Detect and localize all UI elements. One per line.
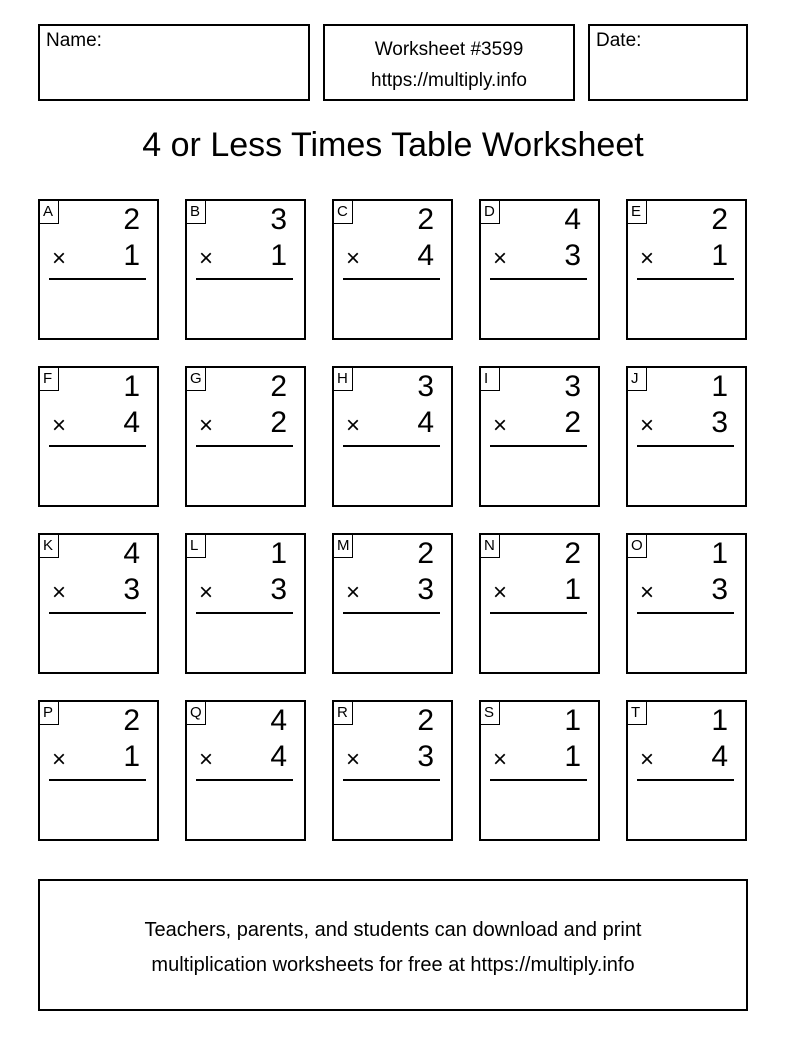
multiplicand: 1	[270, 537, 287, 570]
problem-card	[185, 700, 306, 841]
answer-space[interactable]	[490, 619, 587, 667]
problem-letter: Q	[186, 701, 206, 725]
problem-letter: G	[186, 367, 206, 391]
problem-letter: I	[480, 367, 500, 391]
problem-card	[479, 533, 600, 674]
problem-card	[332, 366, 453, 507]
problem-card	[332, 199, 453, 340]
multiplier: 4	[711, 740, 728, 773]
answer-rule	[49, 779, 146, 781]
problem-letter: M	[333, 534, 353, 558]
answer-rule	[490, 445, 587, 447]
multiplier: 3	[123, 573, 140, 606]
answer-space[interactable]	[196, 452, 293, 500]
multiplier: 3	[711, 573, 728, 606]
multiplicand: 2	[123, 203, 140, 236]
answer-space[interactable]	[343, 452, 440, 500]
answer-space[interactable]	[49, 619, 146, 667]
answer-rule	[637, 612, 734, 614]
problem-card	[38, 700, 159, 841]
multiplicand: 2	[417, 537, 434, 570]
answer-rule	[49, 445, 146, 447]
answer-rule	[343, 779, 440, 781]
multiplier: 3	[711, 406, 728, 439]
worksheet-url: https://multiply.info	[371, 70, 527, 91]
times-sign: ×	[640, 579, 655, 606]
problem-card	[626, 199, 747, 340]
multiplier: 4	[270, 740, 287, 773]
problem-card	[38, 199, 159, 340]
times-sign: ×	[52, 579, 67, 606]
times-sign: ×	[52, 746, 67, 773]
footer-line-1: Teachers, parents, and students can download and print	[144, 919, 642, 941]
multiplicand: 1	[123, 370, 140, 403]
answer-rule	[490, 278, 587, 280]
problem-letter: J	[627, 367, 647, 391]
footer-line-2: multiplication worksheets for free at https://multiply.info	[151, 954, 635, 976]
problem-letter: L	[186, 534, 206, 558]
problem-card	[332, 533, 453, 674]
multiplicand: 1	[564, 704, 581, 737]
times-sign: ×	[346, 412, 361, 439]
problem-letter: C	[333, 200, 353, 224]
problem-card	[38, 533, 159, 674]
problem-letter: S	[480, 701, 500, 725]
answer-rule	[637, 278, 734, 280]
answer-space[interactable]	[490, 452, 587, 500]
answer-space[interactable]	[343, 619, 440, 667]
times-sign: ×	[346, 245, 361, 272]
problem-card	[185, 533, 306, 674]
answer-space[interactable]	[637, 619, 734, 667]
answer-rule	[49, 278, 146, 280]
answer-rule	[490, 779, 587, 781]
multiplier: 1	[711, 239, 728, 272]
times-sign: ×	[640, 746, 655, 773]
multiplicand: 2	[417, 203, 434, 236]
multiplier: 4	[417, 406, 434, 439]
problem-letter: B	[186, 200, 206, 224]
times-sign: ×	[346, 579, 361, 606]
name-field[interactable]	[38, 24, 310, 101]
answer-space[interactable]	[196, 285, 293, 333]
multiplier: 2	[270, 406, 287, 439]
multiplicand: 1	[711, 704, 728, 737]
multiplicand: 4	[123, 537, 140, 570]
answer-space[interactable]	[49, 285, 146, 333]
multiplicand: 2	[270, 370, 287, 403]
multiplicand: 2	[711, 203, 728, 236]
times-sign: ×	[346, 746, 361, 773]
problem-letter: E	[627, 200, 647, 224]
answer-rule	[196, 278, 293, 280]
answer-space[interactable]	[490, 285, 587, 333]
answer-space[interactable]	[490, 786, 587, 834]
answer-space[interactable]	[637, 452, 734, 500]
problem-card	[626, 533, 747, 674]
multiplier: 3	[417, 740, 434, 773]
problem-letter: A	[39, 200, 59, 224]
problem-letter: H	[333, 367, 353, 391]
problem-card	[185, 199, 306, 340]
problem-card	[38, 366, 159, 507]
multiplicand: 2	[123, 704, 140, 737]
answer-rule	[637, 445, 734, 447]
multiplier: 1	[564, 740, 581, 773]
answer-space[interactable]	[637, 285, 734, 333]
times-sign: ×	[199, 579, 214, 606]
answer-rule	[196, 779, 293, 781]
problem-card	[479, 199, 600, 340]
answer-rule	[49, 612, 146, 614]
multiplier: 4	[123, 406, 140, 439]
answer-rule	[343, 278, 440, 280]
worksheet-info-box	[323, 24, 575, 101]
times-sign: ×	[493, 746, 508, 773]
multiplier: 3	[417, 573, 434, 606]
multiplier: 4	[417, 239, 434, 272]
answer-rule	[196, 612, 293, 614]
problem-card	[626, 366, 747, 507]
times-sign: ×	[493, 245, 508, 272]
problem-letter: N	[480, 534, 500, 558]
times-sign: ×	[199, 245, 214, 272]
times-sign: ×	[493, 579, 508, 606]
answer-rule	[490, 612, 587, 614]
date-label: Date:	[596, 30, 642, 51]
problem-letter: P	[39, 701, 59, 725]
multiplicand: 4	[564, 203, 581, 236]
worksheet-number: Worksheet #3599	[374, 39, 524, 60]
multiplier: 3	[270, 573, 287, 606]
problem-card	[479, 366, 600, 507]
multiplier: 1	[270, 239, 287, 272]
answer-space[interactable]	[196, 619, 293, 667]
multiplier: 1	[123, 740, 140, 773]
problem-card	[332, 700, 453, 841]
answer-space[interactable]	[196, 786, 293, 834]
multiplicand: 2	[417, 704, 434, 737]
multiplicand: 3	[564, 370, 581, 403]
times-sign: ×	[493, 412, 508, 439]
answer-rule	[343, 612, 440, 614]
times-sign: ×	[199, 746, 214, 773]
problem-letter: D	[480, 200, 500, 224]
times-sign: ×	[640, 412, 655, 439]
problem-card	[626, 700, 747, 841]
footer-note	[38, 879, 748, 1011]
problem-card	[185, 366, 306, 507]
multiplicand: 4	[270, 704, 287, 737]
problem-letter: T	[627, 701, 647, 725]
multiplier: 1	[564, 573, 581, 606]
answer-space[interactable]	[637, 786, 734, 834]
problem-letter: F	[39, 367, 59, 391]
date-field[interactable]	[588, 24, 748, 101]
name-label: Name:	[46, 30, 102, 51]
answer-space[interactable]	[49, 786, 146, 834]
multiplier: 1	[123, 239, 140, 272]
times-sign: ×	[640, 245, 655, 272]
multiplicand: 2	[564, 537, 581, 570]
problem-letter: R	[333, 701, 353, 725]
problem-letter: K	[39, 534, 59, 558]
answer-rule	[343, 445, 440, 447]
answer-space[interactable]	[343, 285, 440, 333]
answer-space[interactable]	[49, 452, 146, 500]
multiplicand: 1	[711, 370, 728, 403]
problem-card	[479, 700, 600, 841]
answer-rule	[196, 445, 293, 447]
multiplicand: 3	[417, 370, 434, 403]
times-sign: ×	[52, 245, 67, 272]
answer-space[interactable]	[343, 786, 440, 834]
multiplier: 2	[564, 406, 581, 439]
answer-rule	[637, 779, 734, 781]
times-sign: ×	[199, 412, 214, 439]
times-sign: ×	[52, 412, 67, 439]
page-title: 4 or Less Times Table Worksheet	[142, 126, 644, 164]
multiplicand: 1	[711, 537, 728, 570]
problem-letter: O	[627, 534, 647, 558]
multiplier: 3	[564, 239, 581, 272]
multiplicand: 3	[270, 203, 287, 236]
